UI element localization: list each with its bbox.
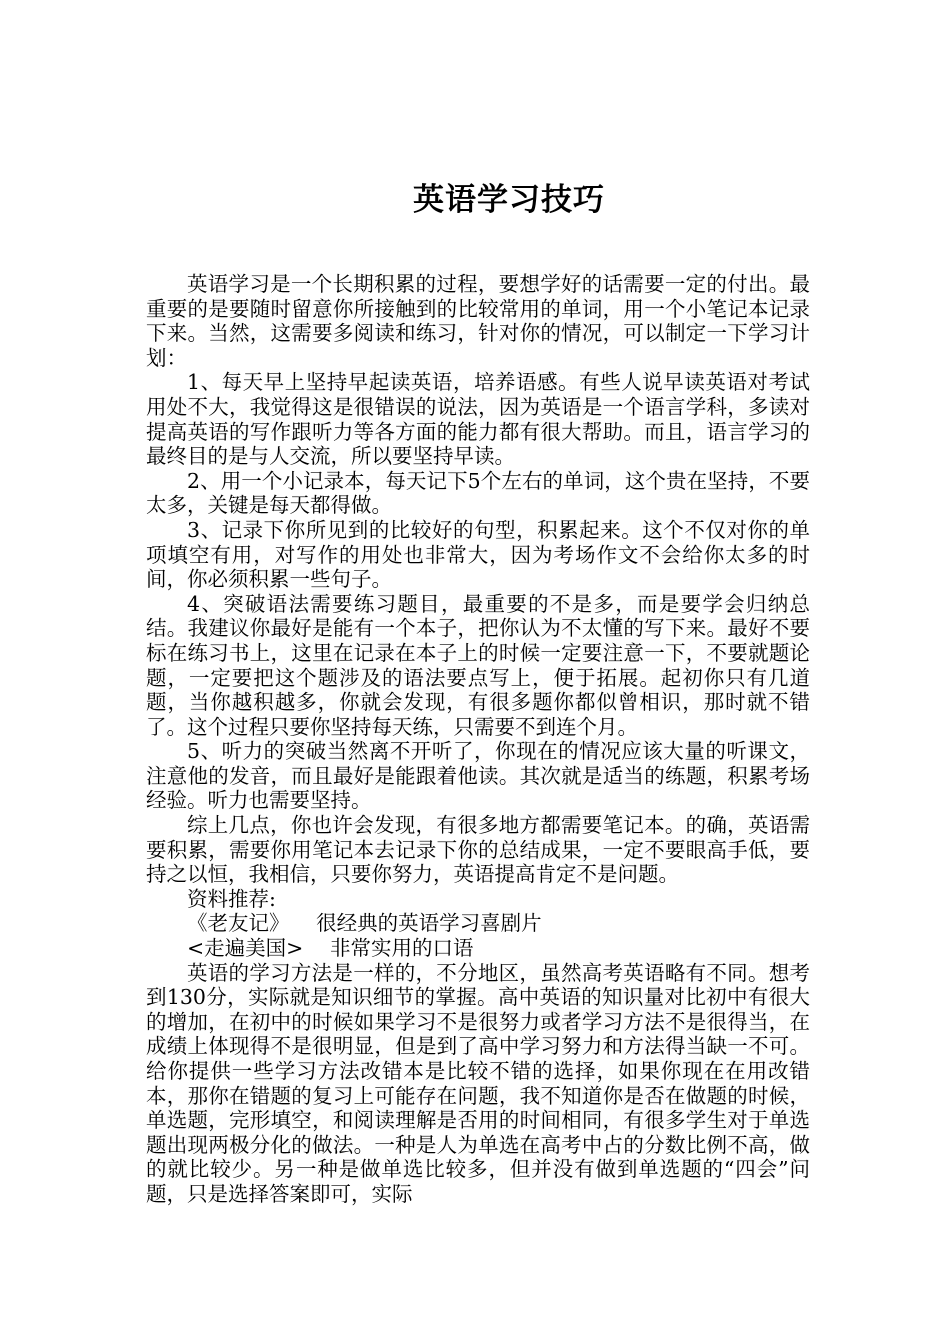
document-body xyxy=(146,272,810,1207)
paragraph-tip-2: 2、用一个小记录本，每天记下5个左右的单词，这个贵在坚持，不要太多，关键是每天都得做。 xyxy=(146,468,810,518)
paragraph-intro: 英语学习是一个长期积累的过程，要想学好的话需要一定的付出。最重要的是要随时留意你所接触到的比较常用的单词，用一个小笔记本记录下来。当然，这需要多阅读和练习，针对你的情况，可以制定一下学习计划： xyxy=(146,272,810,370)
recommendation-name: <走遍美国> xyxy=(187,936,304,961)
recommendation-item xyxy=(146,936,810,961)
recommendation-desc: 非常实用的口语 xyxy=(330,936,474,961)
recommendation-desc: 很经典的英语学习喜剧片 xyxy=(316,911,542,936)
paragraph-tip-5: 5、听力的突破当然离不开听了，你现在的情况应该大量的听课文，注意他的发音，而且最好是能跟着他读。其次就是适当的练题，积累考场经验。听力也需要坚持。 xyxy=(146,739,810,813)
paragraph-tip-1: 1、每天早上坚持早起读英语，培养语感。有些人说早读英语对考试用处不大，我觉得这是很错误的说法，因为英语是一个语言学科，多读对提高英语的写作跟听力等各方面的能力都有很大帮助。而且，语言学习的最终目的是与人交流，所以要坚持早读。 xyxy=(146,370,810,469)
paragraph-summary: 综上几点，你也许会发现，有很多地方都需要笔记本。的确，英语需要积累，需要你用笔记本去记录下你的总结成果，一定不要眼高手低，要持之以恒，我相信，只要你努力，英语提高肯定不是问题。 xyxy=(146,813,810,887)
document-title: 英语学习技巧 xyxy=(413,182,605,218)
paragraph-tip-4: 4、突破语法需要练习题目，最重要的不是多，而是要学会归纳总结。我建议你最好是能有一个本子，把你认为不太懂的写下来。最好不要标在练习书上，这里在记录在本子上的时候一定要注意一下，不要就题论题，一定要把这个题涉及的语法要点写上，便于拓展。起初你只有几道题，当你越积越多，你就会发现，有很多题你都似曾相识，那时就不错了。这个过程只要你坚持每天练，只需要不到连个月。 xyxy=(146,591,810,739)
paragraph-tip-3: 3、记录下你所见到的比较好的句型，积累起来。这个不仅对你的单项填空有用，对写作的用处也非常大，因为考场作文不会给你太多的时间，你必须积累一些句子。 xyxy=(146,517,810,592)
paragraph-closing: 英语的学习方法是一样的，不分地区，虽然高考英语略有不同。想考到130分，实际就是知识细节的掌握。高中英语的知识量对比初中有很大的增加，在初中的时候如果学习不是很努力或者学习方法不是很得当，在成绩上体现得不是很明显，但是到了高中学习努力和方法得当缺一不可。给你提供一些学习方法改错本是比较不错的选择，如果你现在在用改错本，那你在错题的复习上可能存在问题，我不知道你是否在做题的时候，单选题，完形填空，和阅读理解是否用的时间相同，有很多学生对于单选题出现两极分化的做法。一种是人为单选在高考中占的分数比例不高，做的就比较少。另一种是做单选比较多，但并没有做到单选题的“四会”问题，只是选择答案即可，实际 xyxy=(146,960,810,1206)
paragraph-recommend-heading: 资料推荐: xyxy=(187,886,276,911)
recommendation-name: 《老友记》 xyxy=(187,911,290,936)
recommendation-item xyxy=(146,911,810,936)
